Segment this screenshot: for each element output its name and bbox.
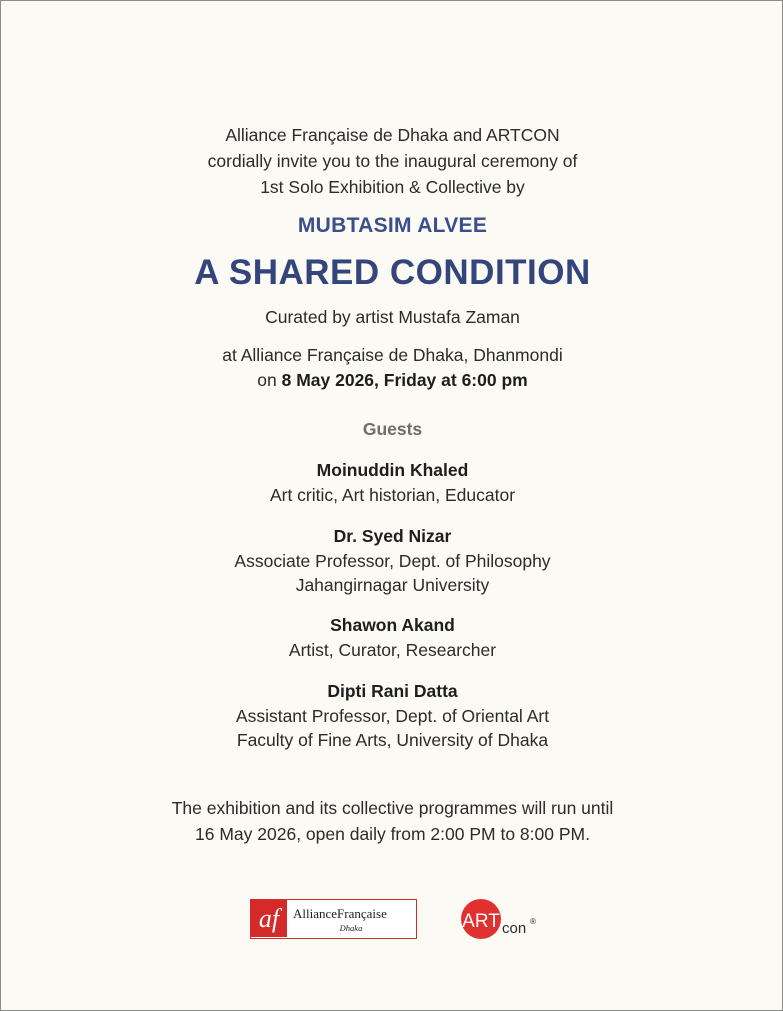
event-datetime: 8 May 2026, Friday at 6:00 pm xyxy=(281,370,528,390)
exhibition-title: A SHARED CONDITION xyxy=(194,253,591,292)
intro-line-2: cordially invite you to the inaugural ceremony of xyxy=(207,151,578,171)
alliance-city: Dhaka xyxy=(339,923,363,933)
guests-heading: Guests xyxy=(362,419,423,439)
guest-4 xyxy=(1,681,783,752)
artist-name: MUBTASIM ALVEE xyxy=(297,214,488,237)
venue-line: at Alliance Française de Dhaka, Dhanmondi xyxy=(222,345,563,365)
schedule-line-1: The exhibition and its collective programmes will run until xyxy=(171,798,614,818)
date-prefix: on xyxy=(257,370,282,390)
alliance-name: AllianceFrançaise xyxy=(293,906,387,921)
alliance-francaise-logo xyxy=(250,899,417,939)
af-mark-icon xyxy=(251,900,287,937)
exhibition-schedule xyxy=(1,795,783,847)
guest-name: Shawon Akand xyxy=(330,615,455,635)
guest-2 xyxy=(1,526,783,597)
guest-name: Dipti Rani Datta xyxy=(327,681,458,701)
date-line xyxy=(1,368,783,393)
guest-role: Assistant Professor, Dept. of Oriental Art xyxy=(235,706,550,726)
guest-role: Artist, Curator, Researcher xyxy=(288,640,497,660)
curator-line: Curated by artist Mustafa Zaman xyxy=(265,307,520,327)
schedule-line-2: 16 May 2026, open daily from 2:00 PM to 8:00 PM. xyxy=(195,824,590,844)
intro-text xyxy=(1,122,783,200)
guest-name: Moinuddin Khaled xyxy=(316,460,469,480)
intro-line-1: Alliance Française de Dhaka and ARTCON xyxy=(225,125,560,145)
guest-name: Dr. Syed Nizar xyxy=(333,526,452,546)
artcon-con-text: con xyxy=(502,920,527,937)
af-mark-text: af xyxy=(258,904,280,933)
guest-role: Associate Professor, Dept. of Philosophy xyxy=(234,551,551,571)
guest-1 xyxy=(1,460,783,507)
artcon-art-text: ART xyxy=(462,911,500,932)
guest-role: Faculty of Fine Arts, University of Dhaka xyxy=(236,730,549,750)
artcon-logo xyxy=(461,897,551,941)
intro-line-3: 1st Solo Exhibition & Collective by xyxy=(260,177,525,197)
venue-block xyxy=(1,343,783,393)
artcon-registered-mark: ® xyxy=(530,917,536,926)
guest-3 xyxy=(1,615,783,662)
guest-role: Art critic, Art historian, Educator xyxy=(269,485,516,505)
guest-role: Jahangirnagar University xyxy=(295,575,490,595)
